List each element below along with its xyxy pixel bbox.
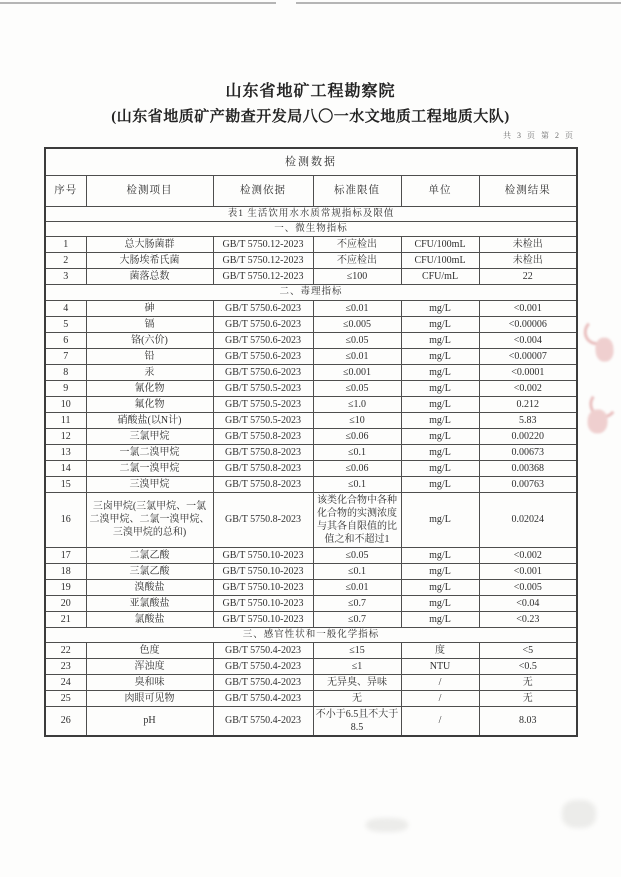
cell-method: GB/T 5750.6-2023	[213, 332, 313, 348]
cell-limit: ≤0.1	[313, 563, 401, 579]
organization-subtitle: (山东省地质矿产勘查开发局八〇一水文地质工程地质大队)	[111, 109, 510, 125]
cell-item: 肉眼可见物	[86, 690, 213, 706]
cell-item: 硝酸盐(以N计)	[86, 412, 213, 428]
cell-serial: 18	[45, 563, 86, 579]
cell-limit: 无异臭、异味	[313, 674, 401, 690]
column-header-item: 检测项目	[86, 175, 213, 206]
cell-method: GB/T 5750.4-2023	[213, 642, 313, 658]
cell-serial: 5	[45, 316, 86, 332]
cell-method: GB/T 5750.8-2023	[213, 428, 313, 444]
table-row	[45, 563, 577, 579]
cell-method: GB/T 5750.10-2023	[213, 563, 313, 579]
cell-unit: mg/L	[401, 595, 479, 611]
cell-unit: mg/L	[401, 412, 479, 428]
cell-item: 溴酸盐	[86, 579, 213, 595]
cell-unit: mg/L	[401, 428, 479, 444]
cell-serial: 19	[45, 579, 86, 595]
cell-unit: /	[401, 690, 479, 706]
cell-limit: ≤0.05	[313, 380, 401, 396]
cell-result: 未检出	[479, 253, 577, 269]
cell-method: GB/T 5750.5-2023	[213, 380, 313, 396]
cell-limit: ≤0.1	[313, 444, 401, 460]
cell-method: GB/T 5750.8-2023	[213, 476, 313, 492]
cell-serial: 26	[45, 706, 86, 736]
cell-limit: ≤0.01	[313, 579, 401, 595]
cell-result: <0.04	[479, 595, 577, 611]
cell-method: GB/T 5750.4-2023	[213, 674, 313, 690]
table-row	[45, 380, 577, 396]
column-header-row	[45, 175, 577, 206]
cell-unit: mg/L	[401, 563, 479, 579]
cell-unit: mg/L	[401, 380, 479, 396]
cell-result: 0.00220	[479, 428, 577, 444]
cell-item: 大肠埃希氏菌	[86, 253, 213, 269]
table-row	[45, 658, 577, 674]
cell-limit: ≤1	[313, 658, 401, 674]
cell-serial: 21	[45, 611, 86, 627]
test-data-table	[44, 147, 578, 737]
cell-method: GB/T 5750.8-2023	[213, 444, 313, 460]
table-row	[45, 579, 577, 595]
cell-serial: 4	[45, 300, 86, 316]
cell-method: GB/T 5750.6-2023	[213, 300, 313, 316]
cell-result: 0.00673	[479, 444, 577, 460]
cell-limit: ≤10	[313, 412, 401, 428]
cell-limit: 不小于6.5且不大于8.5	[313, 706, 401, 736]
cell-unit: CFU/mL	[401, 269, 479, 285]
column-header-method: 检测依据	[213, 175, 313, 206]
table-row	[45, 253, 577, 269]
red-stamp-fragment	[578, 312, 621, 372]
table-row	[45, 332, 577, 348]
cell-method: GB/T 5750.4-2023	[213, 706, 313, 736]
cell-method: GB/T 5750.12-2023	[213, 253, 313, 269]
cell-serial: 7	[45, 348, 86, 364]
cell-serial: 6	[45, 332, 86, 348]
cell-serial: 15	[45, 476, 86, 492]
cell-result: 8.03	[479, 706, 577, 736]
table-title-row	[45, 148, 577, 175]
stamp-blob	[595, 337, 614, 362]
cell-unit: CFU/100mL	[401, 237, 479, 253]
cell-limit: ≤0.7	[313, 611, 401, 627]
cell-unit: mg/L	[401, 364, 479, 380]
cell-item: 三卤甲烷(三氯甲烷、一氯二溴甲烷、二氯一溴甲烷、三溴甲烷的总和)	[86, 492, 213, 547]
cell-item: 臭和味	[86, 674, 213, 690]
cell-unit: mg/L	[401, 460, 479, 476]
cell-method: GB/T 5750.5-2023	[213, 396, 313, 412]
cell-serial: 25	[45, 690, 86, 706]
section-title: 一、微生物指标	[45, 221, 577, 236]
cell-result: 0.02024	[479, 492, 577, 547]
cell-serial: 17	[45, 547, 86, 563]
table-row	[45, 690, 577, 706]
cell-method: GB/T 5750.6-2023	[213, 364, 313, 380]
cell-item: 浑浊度	[86, 658, 213, 674]
cell-serial: 24	[45, 674, 86, 690]
cell-serial: 3	[45, 269, 86, 285]
cell-item: 三氯甲烷	[86, 428, 213, 444]
cell-limit: ≤0.01	[313, 348, 401, 364]
cell-unit: mg/L	[401, 316, 479, 332]
table-row	[45, 492, 577, 547]
cell-item: 氰化物	[86, 380, 213, 396]
cell-limit: ≤0.01	[313, 300, 401, 316]
cell-item: 二氯乙酸	[86, 547, 213, 563]
cell-result: <0.002	[479, 380, 577, 396]
stamp-blob	[587, 409, 608, 434]
cell-result: 22	[479, 269, 577, 285]
table-row	[45, 444, 577, 460]
table-row	[45, 396, 577, 412]
cell-limit: ≤0.005	[313, 316, 401, 332]
cell-limit: 无	[313, 690, 401, 706]
cell-result: <0.004	[479, 332, 577, 348]
cell-method: GB/T 5750.10-2023	[213, 611, 313, 627]
cell-unit: mg/L	[401, 476, 479, 492]
cell-limit: ≤0.05	[313, 547, 401, 563]
table-row	[45, 642, 577, 658]
cell-unit: mg/L	[401, 300, 479, 316]
cell-result: <0.002	[479, 547, 577, 563]
section-title: 三、感官性状和一般化学指标	[45, 627, 577, 642]
cell-method: GB/T 5750.6-2023	[213, 348, 313, 364]
cell-item: 砷	[86, 300, 213, 316]
table-row	[45, 316, 577, 332]
scan-smudge	[366, 818, 408, 832]
cell-result: 5.83	[479, 412, 577, 428]
column-header-limit: 标准限值	[313, 175, 401, 206]
cell-method: GB/T 5750.12-2023	[213, 269, 313, 285]
cell-item: 菌落总数	[86, 269, 213, 285]
cell-result: <0.00007	[479, 348, 577, 364]
cell-limit: ≤0.7	[313, 595, 401, 611]
cell-item: 一氯二溴甲烷	[86, 444, 213, 460]
cell-method: GB/T 5750.5-2023	[213, 412, 313, 428]
cell-item: 三溴甲烷	[86, 476, 213, 492]
cell-unit: /	[401, 706, 479, 736]
cell-item: 三氯乙酸	[86, 563, 213, 579]
cell-result: 0.00763	[479, 476, 577, 492]
table-row	[45, 611, 577, 627]
cell-unit: mg/L	[401, 444, 479, 460]
cell-limit: ≤100	[313, 269, 401, 285]
cell-method: GB/T 5750.8-2023	[213, 492, 313, 547]
cell-limit: ≤0.05	[313, 332, 401, 348]
cell-limit: ≤0.06	[313, 428, 401, 444]
cell-serial: 22	[45, 642, 86, 658]
section-title: 二、毒理指标	[45, 285, 577, 300]
table-row	[45, 476, 577, 492]
cell-unit: CFU/100mL	[401, 253, 479, 269]
cell-unit: 度	[401, 642, 479, 658]
cell-item: 二氯一溴甲烷	[86, 460, 213, 476]
cell-item: 色度	[86, 642, 213, 658]
cell-method: GB/T 5750.4-2023	[213, 690, 313, 706]
cell-method: GB/T 5750.8-2023	[213, 460, 313, 476]
red-stamp-fragment	[578, 387, 621, 443]
scan-smudge	[562, 800, 596, 828]
cell-serial: 1	[45, 237, 86, 253]
cell-limit: 不应检出	[313, 253, 401, 269]
cell-serial: 9	[45, 380, 86, 396]
cell-unit: mg/L	[401, 611, 479, 627]
cell-method: GB/T 5750.4-2023	[213, 658, 313, 674]
cell-result: <0.001	[479, 563, 577, 579]
table-subtitle: 表1 生活饮用水水质常规指标及限值	[45, 206, 577, 221]
table-row	[45, 595, 577, 611]
table-row	[45, 269, 577, 285]
cell-unit: mg/L	[401, 547, 479, 563]
cell-result: 未检出	[479, 237, 577, 253]
cell-serial: 14	[45, 460, 86, 476]
cell-serial: 20	[45, 595, 86, 611]
cell-unit: NTU	[401, 658, 479, 674]
cell-serial: 11	[45, 412, 86, 428]
column-header-serial: 序号	[45, 175, 86, 206]
cell-result: <0.23	[479, 611, 577, 627]
table-row	[45, 674, 577, 690]
cell-result: <5	[479, 642, 577, 658]
table-subtitle-row	[45, 206, 577, 221]
cell-limit: ≤0.1	[313, 476, 401, 492]
table-row	[45, 237, 577, 253]
section-row	[45, 285, 577, 300]
table-row	[45, 460, 577, 476]
scan-edge-line	[296, 2, 621, 4]
table-row	[45, 428, 577, 444]
cell-method: GB/T 5750.10-2023	[213, 547, 313, 563]
cell-item: pH	[86, 706, 213, 736]
cell-result: <0.001	[479, 300, 577, 316]
cell-item: 铅	[86, 348, 213, 364]
organization-title: 山东省地矿工程勘察院	[225, 83, 396, 100]
cell-serial: 2	[45, 253, 86, 269]
cell-limit: ≤0.001	[313, 364, 401, 380]
table-row	[45, 412, 577, 428]
cell-unit: mg/L	[401, 579, 479, 595]
report-table-body	[45, 148, 577, 736]
cell-result: 无	[479, 674, 577, 690]
cell-serial: 10	[45, 396, 86, 412]
table-row	[45, 348, 577, 364]
cell-item: 氟化物	[86, 396, 213, 412]
cell-method: GB/T 5750.6-2023	[213, 316, 313, 332]
table-row	[45, 706, 577, 736]
cell-item: 亚氯酸盐	[86, 595, 213, 611]
cell-result: 无	[479, 690, 577, 706]
cell-serial: 12	[45, 428, 86, 444]
section-row	[45, 221, 577, 236]
cell-serial: 8	[45, 364, 86, 380]
cell-item: 总大肠菌群	[86, 237, 213, 253]
cell-method: GB/T 5750.10-2023	[213, 595, 313, 611]
cell-method: GB/T 5750.10-2023	[213, 579, 313, 595]
cell-unit: mg/L	[401, 396, 479, 412]
column-header-unit: 单位	[401, 175, 479, 206]
cell-limit: ≤0.06	[313, 460, 401, 476]
cell-result: <0.00006	[479, 316, 577, 332]
cell-limit: ≤1.0	[313, 396, 401, 412]
cell-result: <0.0001	[479, 364, 577, 380]
cell-unit: mg/L	[401, 348, 479, 364]
cell-unit: mg/L	[401, 332, 479, 348]
section-row	[45, 627, 577, 642]
stamp-arc	[583, 319, 610, 346]
table-title: 检测数据	[45, 148, 577, 175]
cell-limit: ≤15	[313, 642, 401, 658]
cell-serial: 13	[45, 444, 86, 460]
cell-unit: /	[401, 674, 479, 690]
cell-method: GB/T 5750.12-2023	[213, 237, 313, 253]
table-row	[45, 547, 577, 563]
stamp-arc	[587, 388, 619, 420]
page-indicator: 共 3 页 第 2 页	[503, 131, 575, 140]
table-row	[45, 300, 577, 316]
cell-serial: 23	[45, 658, 86, 674]
cell-serial: 16	[45, 492, 86, 547]
cell-item: 铬(六价)	[86, 332, 213, 348]
cell-item: 氯酸盐	[86, 611, 213, 627]
document-header	[0, 78, 621, 126]
cell-item: 汞	[86, 364, 213, 380]
cell-unit: mg/L	[401, 492, 479, 547]
cell-result: 0.00368	[479, 460, 577, 476]
cell-result: 0.212	[479, 396, 577, 412]
cell-result: <0.005	[479, 579, 577, 595]
table-row	[45, 364, 577, 380]
cell-result: <0.5	[479, 658, 577, 674]
cell-item: 镉	[86, 316, 213, 332]
cell-limit: 不应检出	[313, 237, 401, 253]
scan-edge-line	[0, 2, 276, 4]
cell-limit: 该类化合物中各种化合物的实测浓度与其各自限值的比值之和不超过1	[313, 492, 401, 547]
column-header-result: 检测结果	[479, 175, 577, 206]
